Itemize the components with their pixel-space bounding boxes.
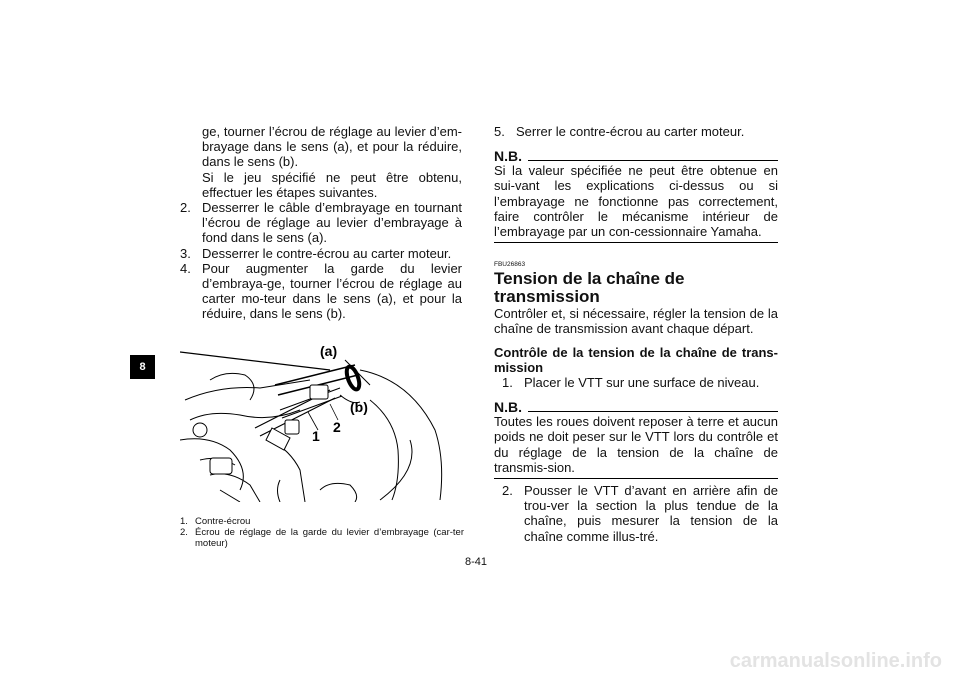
callout-2: 2 xyxy=(333,419,341,435)
list-item xyxy=(180,246,462,261)
note-label: N.B. xyxy=(494,148,522,165)
caption-item xyxy=(180,516,464,527)
note-end-rule xyxy=(494,242,778,243)
list-item xyxy=(180,261,462,322)
clutch-adjustment-illustration xyxy=(180,340,464,502)
step-number: 1. xyxy=(502,375,513,391)
list-item xyxy=(494,483,778,544)
note-header xyxy=(494,400,778,414)
list-item xyxy=(494,124,778,139)
step-text: Desserrer le contre-écrou au carter moteur. xyxy=(202,245,452,261)
section-code: FBU26863 xyxy=(494,261,526,269)
step-note: Si le jeu spécifié ne peut être obtenu, effectuer les étapes suivantes. xyxy=(202,169,462,200)
note-rule xyxy=(528,411,778,412)
note-end-rule xyxy=(494,478,778,479)
subheading: Contrôle de la tension de la chaîne de trans-mission xyxy=(494,344,778,375)
step-text: Pour augmenter la garde du levier d’embraya-ge, tourner l’écrou de réglage au carter mo-teur dans le sens (a), et pour la réduire, dans le sens (b). xyxy=(202,260,462,322)
section-intro: Contrôler et, si nécessaire, régler la tension de la chaîne de transmission avant chaque départ. xyxy=(494,306,778,337)
step-number: 4. xyxy=(180,260,191,276)
note-header xyxy=(494,149,778,163)
caption-number: 1. xyxy=(180,516,188,527)
step-number: 2. xyxy=(180,200,191,216)
caption-item xyxy=(180,527,464,549)
page-number: 8-41 xyxy=(465,556,488,568)
section-title: Tension de la chaîne de transmission xyxy=(494,269,685,307)
caption-number: 2. xyxy=(180,527,188,538)
left-column xyxy=(180,124,462,322)
watermark: carmanualsonline.info xyxy=(729,650,942,672)
step-number: 5. xyxy=(494,124,505,139)
note-rule xyxy=(528,160,778,161)
caption-text: Écrou de réglage de la garde du levier d’embrayage (car-ter moteur) xyxy=(195,527,464,549)
list-item xyxy=(180,200,462,246)
list-item xyxy=(494,375,778,390)
step-number: 3. xyxy=(180,245,191,261)
step-number: 2. xyxy=(502,483,513,499)
note-text: Si la valeur spécifiée ne peut être obtenue en sui-vant les explications ci-dessus ou si l’embrayage ne fonctionne pas correctement, faire contrôler le mécanisme intérieur de l’embrayage par un con-cessionnaire Yamaha. xyxy=(494,163,778,240)
direction-b-label: (b) xyxy=(350,399,368,415)
step-text: Desserrer le câble d’embrayage en tournant l’écrou de réglage au levier d’embrayage à fond dans le sens (a). xyxy=(202,200,462,246)
note-label: N.B. xyxy=(494,399,522,416)
step-continuation: ge, tourner l’écrou de réglage au levier d’em-brayage dans le sens (a), et pour la réduire, dans le sens (b). xyxy=(202,124,462,170)
note-text: Toutes les roues doivent reposer à terre et aucun poids ne doit peser sur le VTT lors du contrôle et du réglage de la tension de la chaîne de transmis-sion. xyxy=(494,414,778,475)
step-text: Placer le VTT sur une surface de niveau. xyxy=(524,375,760,391)
callout-1: 1 xyxy=(312,428,320,444)
chapter-tab: 8 xyxy=(130,355,155,379)
direction-a-label: (a) xyxy=(320,343,338,359)
step-text: Serrer le contre-écrou au carter moteur. xyxy=(516,124,745,139)
right-column xyxy=(494,124,778,544)
figure-captions xyxy=(180,516,464,549)
step-text: Pousser le VTT d’avant en arrière afin de trou-ver la section la plus tendue de la chaîne, puis mesurer la tension de la chaîne comme illus-tré. xyxy=(524,483,778,544)
engine-clutch-drawing xyxy=(180,340,464,502)
caption-text: Contre-écrou xyxy=(195,516,251,527)
